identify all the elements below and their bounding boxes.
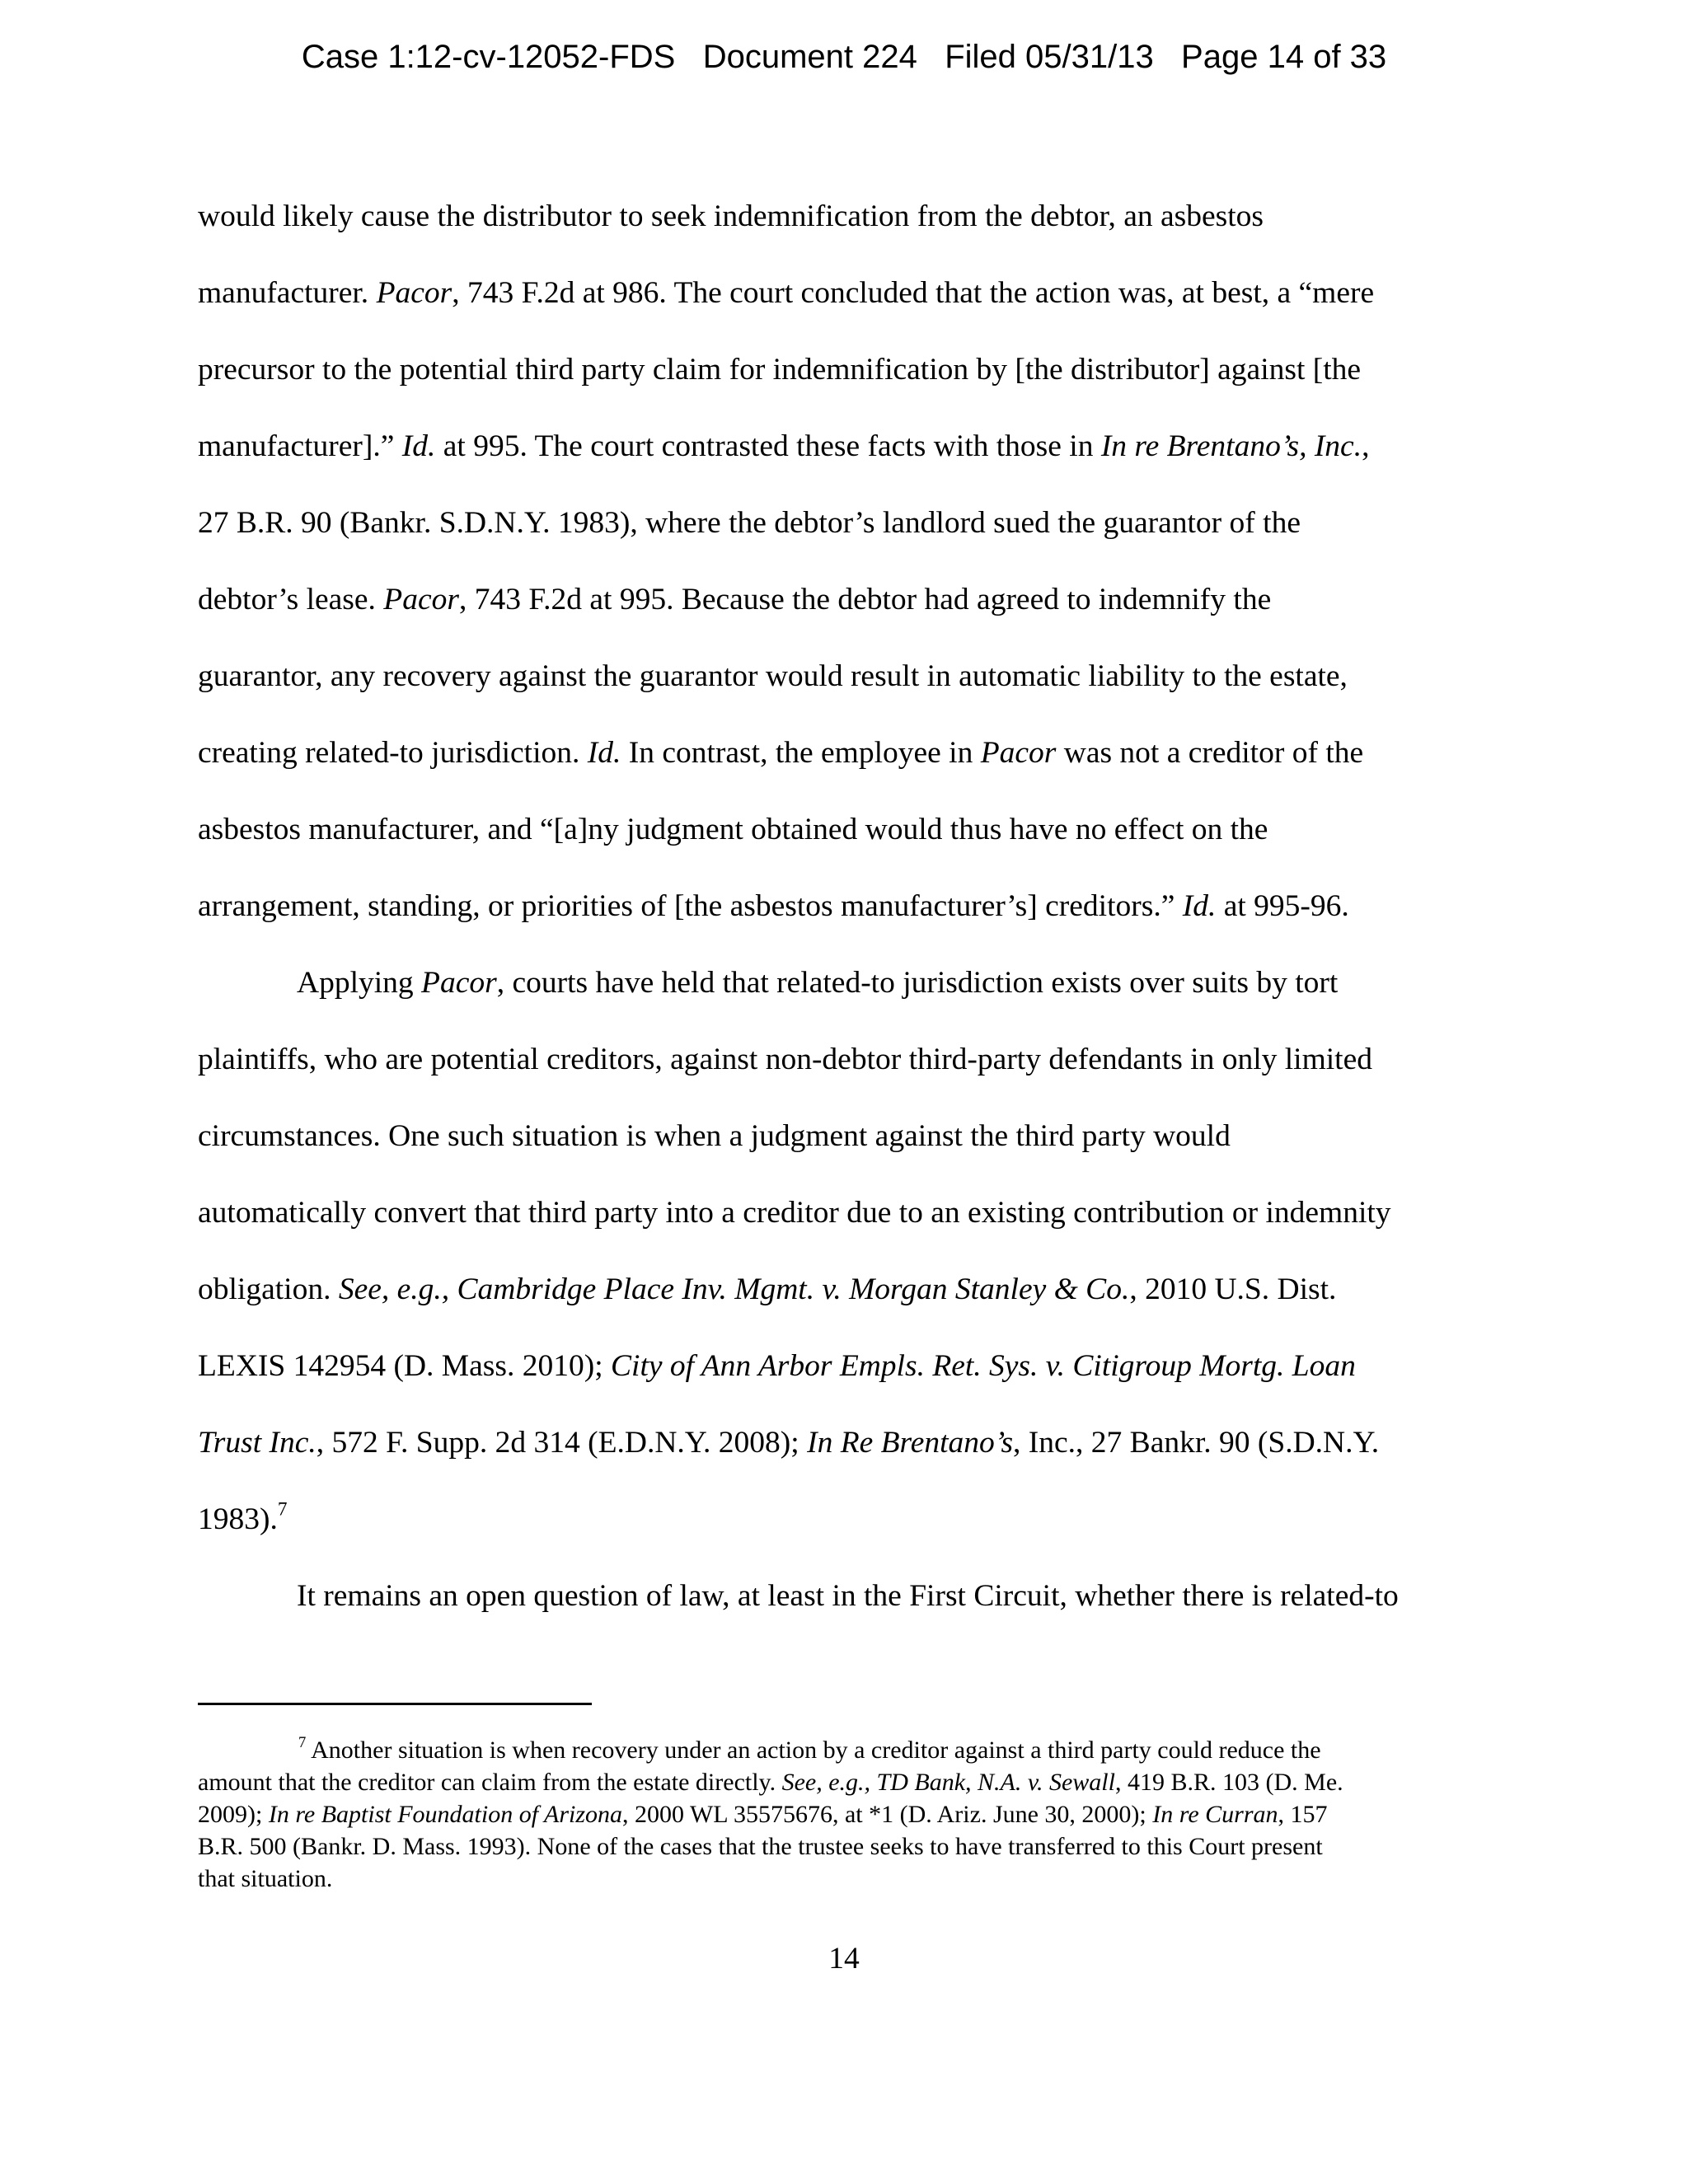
body-line-3: precursor to the potential third party claim for indemnification by [the distributor] against [the bbox=[198, 353, 1362, 387]
case-citation: In re Baptist Foundation of Arizona bbox=[268, 1801, 622, 1828]
body-line-16: LEXIS 142954 (D. Mass. 2010); City of Ann Arbor Empls. Ret. Sys. v. Citigroup Mortg. Loan bbox=[198, 1349, 1356, 1383]
case-citation: Pacor bbox=[980, 736, 1057, 770]
body-line-18: 1983).$^7$ bbox=[198, 1498, 288, 1536]
case-header: Case 1:12-cv-12052-FDS Document 224 Filed 05/31/13 Page 14 of 33 bbox=[301, 39, 1387, 75]
body-line-1: would likely cause the distributor to seek indemnification from the debtor, an asbestos bbox=[198, 199, 1264, 233]
body-line-10: arrangement, standing, or priorities of [the asbestos manufacturer’s] creditors.” Id. at 995-96. bbox=[198, 889, 1349, 923]
body-line-13: circumstances. One such situation is when a judgment against the third party would bbox=[198, 1119, 1231, 1153]
body-line-19: It remains an open question of law, at least in the First Circuit, whether there is related-to bbox=[297, 1579, 1399, 1613]
body-line-9: asbestos manufacturer, and “[a]ny judgment obtained would thus have no effect on the bbox=[198, 813, 1268, 846]
body-line-17: Trust Inc., 572 F. Supp. 2d 314 (E.D.N.Y. 2008); In Re Brentano’s, Inc., 27 Bankr. 90 (S.D.N.Y. bbox=[198, 1426, 1380, 1460]
body-line-6: debtor’s lease. Pacor, 743 F.2d at 995. Because the debtor had agreed to indemnify the bbox=[198, 583, 1272, 616]
footnote-line-5: that situation. bbox=[198, 1865, 333, 1892]
body-line-2: manufacturer. Pacor, 743 F.2d at 986. The court concluded that the action was, at best, a “mere bbox=[198, 276, 1375, 310]
case-citation: See, e.g., Cambridge Place Inv. Mgmt. v. Morgan Stanley & Co. bbox=[338, 1272, 1130, 1306]
case-citation: Pacor bbox=[376, 276, 452, 310]
footnote-number: 7 bbox=[298, 1733, 307, 1751]
body-line-4: manufacturer].” Id. at 995. The court contrasted these facts with those in In re Brentano’s, Inc., bbox=[198, 429, 1370, 463]
body-line-15: obligation. See, e.g., Cambridge Place Inv. Mgmt. v. Morgan Stanley & Co., 2010 U.S. Dist. bbox=[198, 1272, 1337, 1306]
case-citation: Trust Inc. bbox=[198, 1426, 316, 1460]
case-citation: Pacor bbox=[383, 583, 459, 616]
case-citation: In re Brentano’s, Inc. bbox=[1100, 429, 1362, 463]
page-number: 14 bbox=[828, 1942, 860, 1975]
case-citation: Pacor bbox=[421, 966, 497, 1000]
body-line-7: guarantor, any recovery against the guarantor would result in automatic liability to the estate, bbox=[198, 659, 1348, 693]
body-line-5: 27 B.R. 90 (Bankr. S.D.N.Y. 1983), where the debtor’s landlord sued the guarantor of the bbox=[198, 506, 1301, 540]
body-line-14: automatically convert that third party into a creditor due to an existing contribution or indemnity bbox=[198, 1196, 1391, 1230]
footnote-ref-7: 7 bbox=[277, 1498, 288, 1521]
body-line-8: creating related-to jurisdiction. Id. In contrast, the employee in Pacor was not a creditor of the bbox=[198, 736, 1364, 770]
body-line-11: Applying Pacor, courts have held that related-to jurisdiction exists over suits by tort bbox=[297, 966, 1339, 1000]
footnote-separator bbox=[198, 1703, 592, 1705]
body-line-12: plaintiffs, who are potential creditors, against non-debtor third-party defendants in only limited bbox=[198, 1043, 1372, 1076]
case-citation: In Re Brentano’s bbox=[807, 1426, 1014, 1460]
footnote-line-1: $^7$ Another situation is when recovery under an action by a creditor against a third party could reduce the bbox=[298, 1733, 1321, 1764]
case-citation: City of Ann Arbor Empls. Ret. Sys. v. Citigroup Mortg. Loan bbox=[611, 1349, 1356, 1383]
footnote-line-4: B.R. 500 (Bankr. D. Mass. 1993). None of the cases that the trustee seeks to have transferred to this Court present bbox=[198, 1833, 1323, 1860]
footnote-line-2: amount that the creditor can claim from the estate directly. See, e.g., TD Bank, N.A. v. Sewall, 419 B.R. 103 (D. Me. bbox=[198, 1769, 1343, 1796]
case-citation: See, e.g., TD Bank, N.A. v. Sewall bbox=[781, 1769, 1115, 1796]
case-citation: In re Curran bbox=[1152, 1801, 1278, 1828]
footnote-line-3: 2009); In re Baptist Foundation of Arizona, 2000 WL 35575676, at *1 (D. Ariz. June 30, 2000); In re Curran, 157 bbox=[198, 1801, 1328, 1828]
